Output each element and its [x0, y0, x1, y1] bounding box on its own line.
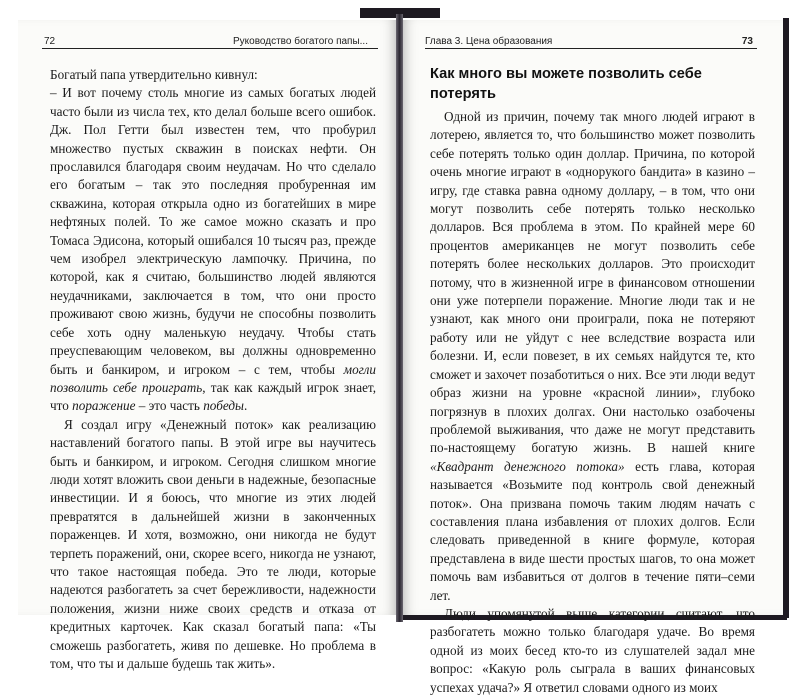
cover-edge-right [783, 18, 789, 618]
left-page-number: 72 [44, 36, 56, 47]
italic-text: могли позволить себе проиграть [50, 361, 376, 395]
left-running-head: Руководство богатого папы... [233, 36, 368, 47]
text-run: . [243, 398, 248, 414]
text-run: Люди упомянутой выше категории считают, что разбогатеть можно только благодаря удаче. Во время одной из моих бесед кто-то из слушателей задал мне вопрос: «Какую роль сыграла в ваших финансовых успехах удача?» Я ответил словами одного из моих [430, 605, 755, 695]
italic-text: победы [203, 398, 244, 414]
paragraph [430, 605, 755, 697]
italic-text: «Квадрант денежного потока» [430, 458, 625, 474]
section-title: Как много вы можете позволить себе потерять [430, 66, 702, 102]
paragraph [50, 84, 376, 415]
text-run: – это часть [135, 398, 204, 414]
left-page-text [50, 66, 376, 673]
text-run: – И вот почему столь многие из самых богатых людей часто были из числа тех, кто делал больше всего ошибок. Дж. Пол Гетти был известен тем, что пробурил множество пустых скважин в поисках нефти. Он прославился благодаря своим неудачам. Но что сделало его богатым – так это последняя пробуренная им скважина, которая открыла одно из богатейших в мире нефтяных полей. То же самое можно сказать и про Томаса Эдисона, который ошибался 10 тысяч раз, прежде чем изобрел электрическую лампочку. Причина, по которой, как я считаю, большинство людей являются неудачниками, заключается в том, что они просто проживают свою жизнь, будучи не способны позволить себе хоть одну маленькую неудачу. Чтобы стать преуспевающим человеком, вы должны одновременно быть и банкиром, и игроком – с тем, чтобы [50, 85, 376, 377]
paragraph [430, 108, 755, 605]
right-page-text [430, 64, 755, 697]
paragraph [50, 416, 376, 674]
italic-text: поражение [72, 398, 136, 414]
text-run: Я создал игру «Денежный поток» как реализацию наставлений богатого папы. В этой игре вы научитесь быть и банкиром, и игроком. Сегодня слишком многие люди хотят вложить свои деньги в надежные, безопасные инвестиции. И я боюсь, что многие из этих людей превратятся в дальнейшей жизни в законченных пораженцев. И хотя, возможно, они никогда не будут терпеть поражений, они, скорее всего, никогда не узнают, что такое настоящая победа. Это те люди, которые надеются разбогатеть за счет бережливости, надежности положения, жизни ниже своих средств и отказа от кредитных карточек. Как сказал богатый папа: «Ты сможешь разбогатеть, живя по дешевке. Но проблема в том, что ты и дальше будешь так жить». [50, 416, 376, 671]
book-gutter [396, 14, 403, 622]
right-running-head: Глава 3. Цена образования [425, 36, 553, 47]
text-run: Одной из причин, почему так много людей играют в лотерею, является то, что большинство может позволить себе потерять только один доллар. Причина, по которой очень многие играют в «однорукого бандита» в казино – игру, где ставка равна одному доллару, – в том, что они могут позволить себе потерять только несколько долларов. Вся проблема в этом. По крайней мере 60 процентов американцев не могут позволить себе потерять более нескольких долларов. Это происходит потому, что в жизненной игре в финансовом отношении они уже потерпели поражение. Многие люди так и не узнают, как много они проиграли, пока не потеряют работу или не уйдут с нее вследствие возраста или болезни. И, если повезет, в их семьях найдутся те, кто сможет и захочет позаботиться о них. Все эти люди ведут образ жизни на уровне «красной линии», глубоко погрязнув в плохих долгах. Они настолько озабочены проблемой выживания, что даже не могут представить по-настоящему богатую жизнь. В нашей книге [430, 109, 755, 456]
left-page-header [42, 34, 378, 49]
right-page-header [425, 34, 757, 49]
text-run: есть глава, которая называется «Возьмите под контроль свой денежный поток». Она призвана помочь таким людям начать с составления плана избавления от плохих долгов. Если следовать приведенной в книге формуле, которая представлена в виде шести простых шагов, то она может помочь вам избавиться от долгов в течение пяти–семи лет. [430, 458, 755, 603]
paragraph [50, 66, 376, 84]
text-run: , так как каждый игрок знает, что [50, 379, 377, 414]
text-run: Богатый папа утвердительно кивнул: [50, 67, 258, 82]
right-page-number: 73 [741, 36, 753, 47]
